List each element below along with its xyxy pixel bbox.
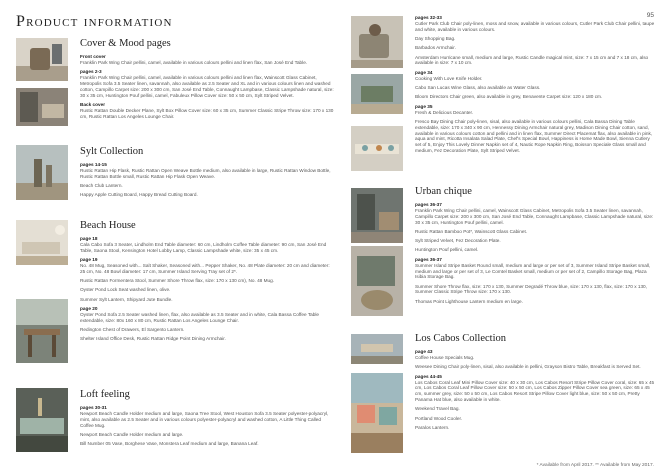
photo-urban-chique-interior: [351, 188, 403, 243]
entry: pages 2-3 Franklin Park Wing Chair pellini, camel, available in various colours pellini and linen flax, Wainscott Glass Cabinet, Metropolis Sofa 3.5 Seater linen, savannah, also available as 2.5 Seater and XL and in various colours linen and washed cotton, Campillo Carpet size: 200 x 300 cm, San José End Table, Connaught Lampbase, Classic Lampshade natural, size: 30 x 35 cm, Huntington Pouf pellini, camel, Fabuleux Pillow Cover size: 50 x 50 cm, Sylt Striped Velvet.: [80, 69, 334, 98]
entry: pages 32-33 Cutler Park Club Chair poly-linen, moss and snow, available in various colours, Cutler Park Club Chair pellini, taupe and white, available in various colours.: [415, 15, 655, 32]
entry: Bloom Directors Chair green, also available in grey, Benavente Carpet size: 120 x 180 cm.: [415, 94, 603, 100]
section-title: Urban chique: [415, 186, 472, 197]
photo-urban-chique-baskets: [351, 246, 403, 316]
photo-beach-house-table: [16, 299, 68, 363]
entry: Paralos Lantern.: [415, 424, 450, 430]
entry: Newport Beach Candle Holder medium and large.: [80, 431, 184, 437]
page-number: 95: [646, 12, 654, 19]
entry: Sylt Striped Velvet, Fez Decoration Plate.: [415, 238, 501, 244]
entry: Back cover Rustic Rattan Double Decker Plane, Sylt Box Pillow Cover size: 60 x 35 cm, Summer Classic Stripe Throw size: 170 x 130 cm, Rustic Rattan Los Angeles Lounge Chair.: [80, 101, 334, 119]
entry: pages 30-31 Newport Beach Candle Holder medium and large, Saona Tree Stool, West Houston Sofa 3.5 Seater polyester-polyacryl, mint, also available as 2.5 Seater and in various colours polyester-polyacryl and washed cotton, A Little Thing Called Coffee Mug.: [80, 405, 329, 428]
photo-beach-house-sofa: [16, 220, 68, 265]
section-beach-house: [80, 220, 335, 346]
photo-loft-feeling: [16, 388, 68, 452]
footnote: * Available from April 2017. ** Available from May 2017.: [536, 463, 654, 468]
page-title: Product information: [16, 13, 173, 30]
entry: Huntington Pouf pellini, camel.: [415, 247, 479, 253]
entry: pages 14-15 Rustic Rattan Hip Flask, Rustic Rattan Open Weave Bottle medium, also available in large, Rustic Rattan Window Bottle, Rustic Rattan Bottle small, Rustic Rattan Hip Flask Open Weave.: [80, 162, 331, 179]
photo-cover-wing-chair: [16, 38, 68, 81]
photo-sylt-bottles: [16, 145, 68, 200]
entry: Weesee Dining Chair poly-linen, sisal, also available in pellini, Grayson Bistro Table, Breakfast is Served Set.: [415, 364, 641, 370]
section-title: Sylt Collection: [80, 146, 144, 157]
photo-los-cabos-dining: [351, 334, 403, 364]
section-loft-feeling: [80, 389, 335, 450]
entry: Amsterdam Hurricane small, medium and large, Rustic Candle magical mint, size: 7 x 15 cm and 7 x 18 cm, also available in size: 7 x 10 cm.: [415, 54, 649, 66]
entry: pages 36-37 Franklin Park Wing Chair pellini, camel, Wainscott Glass Cabinet, Metropolis Sofa 3.5 Seater linen, savannah, Campillo Carpet size: 200 x 300 cm, San José End Table, Connaught Lampbase, Classic Lampshade natural, size: 30 x 35 cm, Huntington Pouf pellini, camel.: [415, 202, 654, 225]
section-title: Beach House: [80, 220, 136, 231]
entry: Portland Wood Cooler.: [415, 415, 463, 421]
entry: page 43 Coffee House Specials Mug.: [415, 349, 475, 360]
entry: Beach Club Lantern.: [80, 183, 123, 189]
entry: Happy Apple Cutting Board, Happy Bread Cutting Board.: [80, 192, 198, 198]
entry: Front cover Franklin Park Wing Chair pellini, camel, available in various colours pellini and linen flax, San José End Table.: [80, 54, 308, 65]
entry: Redington Chest of Drawers, El Sargento Lantern.: [80, 327, 185, 333]
section-continued: [415, 15, 655, 157]
entry: Barbados Armchair.: [415, 45, 456, 51]
section-cover-mood: [80, 38, 335, 123]
entry: page 35 Fresh & Delicious Decanter.: [415, 103, 474, 115]
entry: pages 36-37 Summer Island Stripe Basket Round small, medium and large or per set of 3, Summer Island Stripe Basket small, medium and large or per set of 3, Le Comtel Basket small, medium or per set of 2, Campillo Storage Bag, Plaza Isibia Storage Bag.: [415, 256, 651, 280]
photo-cover-interior: [16, 88, 68, 126]
section-urban-chique: [415, 186, 655, 308]
section-los-cabos: [415, 333, 655, 434]
section-sylt: [80, 146, 335, 202]
entry: page 34 Cooking With Love Knife Holder.: [415, 69, 483, 81]
photo-dining-table: [351, 126, 403, 171]
entry: pages 44-45 Los Cabos Coral Leaf Mini Pillow Cover size: 40 x 30 cm, Los Cabos Resort Stripe Pillow Cover coral, size: 65 x 45 cm, Los Cabos Coral Leaf Pillow Cover size: 50 x 50 cm, Los Cabos Zipper Pillow Cover sea green, size: 65 x 45 cm, summer grey, size: 50 x 50 cm, Los Cabos Resort Stripe Pillow Cover light blue, size: 50 x 50 cm, Pretty Panama Hat blue, also available in white.: [415, 373, 655, 402]
entry: Fresco Bay Dining Chair poly-linen, sisal, also available in various colours pellini, Cala Bassa Dining Table extendable, size: 170 x 340 x 90 cm, Hennessy Dining Armchair natural grey, Madison Dining Chair cotton, sand, available in various colours cotton and pellini and in linen flax, Summer Direct Placemat flax, also available in pink, aqua and mint, Ricotta Insalata Salad Plate, Chef's Special Bowl, Happiness is Home Made Bowl, Sienna Cutlery set of 5, Enjoy This Lovely Dinner Napkin set of 4, Nautic Rope Napkin Ring, Boisson Speciale Glass small and medium, Fez Decoration Plate, Sylt Striped Velvet.: [415, 118, 653, 153]
photo-club-chair: [351, 16, 403, 68]
entry: Rustic Rattan Bamboo Pot*, Wainscott Glass Cabinet.: [415, 228, 528, 234]
entry: Summer Sylt Lantern, Shipyard Jute Bundle.: [80, 296, 173, 302]
entry: Shelter Island Office Desk, Rustic Rattan Ridge Point Dining Armchair.: [80, 336, 226, 342]
entry: Summer Shore Throw flax, size: 170 x 130, Summer Degradé Throw blue, size: 170 x 130, flax, size: 170 x 130, Summer Classic Stripe Throw size: 170 x 130.: [415, 283, 647, 295]
entry: Day Shopping Bag.: [415, 36, 456, 42]
photo-bloom-directors-chair: [351, 74, 403, 114]
entry: Bill Number 05 Vase, Borghese Vase, Monstera Leaf medium and large, Banana Leaf.: [80, 441, 259, 447]
section-title: Loft feeling: [80, 389, 130, 400]
entry: Weekend Travel Bag.: [415, 406, 460, 412]
entry: page 18 Cala Cabo Sofa 3 Seater, Lindholm End Table diameter: 60 cm, Lindholm Coffee Table diameter: 90 cm, San José End Table, Saona Stool, Kensington Hotel Lobby Lamp, Classic Lampshade white, size: 35 x 45 cm.: [80, 236, 327, 253]
section-title: Cover & Mood pages: [80, 38, 171, 49]
section-title: Los Cabos Collection: [415, 333, 506, 344]
entry: Cabo San Lucas Wine Glass, also available as Water Glass.: [415, 85, 541, 91]
entry: Rustic Rattan Formentera Stool, Summer Shore Throw flax, size: 170 x 130 cm), No. 48 Mug.: [80, 278, 275, 284]
entry: page 20 Oyster Pond Sofa 2.5 Seater washed linen, flax, also available as 3.5 Seater and in white, Cala Bassa Coffee Table extendable, size: 80x 160 x 80 cm, Rustic Rattan Los Angeles Lounge Chair.: [80, 306, 320, 323]
photo-los-cabos-pillows: [351, 373, 403, 453]
entry: Oyster Pond Lock Seat washed linen, olive.: [80, 287, 171, 293]
entry: Thomas Point Lighthouse Lantern medium en large.: [415, 298, 523, 304]
entry: page 19 No. 48 Mug, Seasoned with... Salt Shaker, Seasoned with... Pepper Shaker, No. 48 Plate diameter: 20 cm and diameter: 25 cm, No. 48 Bowl diameter: 17 cm, Summer Island Serving Tray set of 2*.: [80, 257, 330, 274]
